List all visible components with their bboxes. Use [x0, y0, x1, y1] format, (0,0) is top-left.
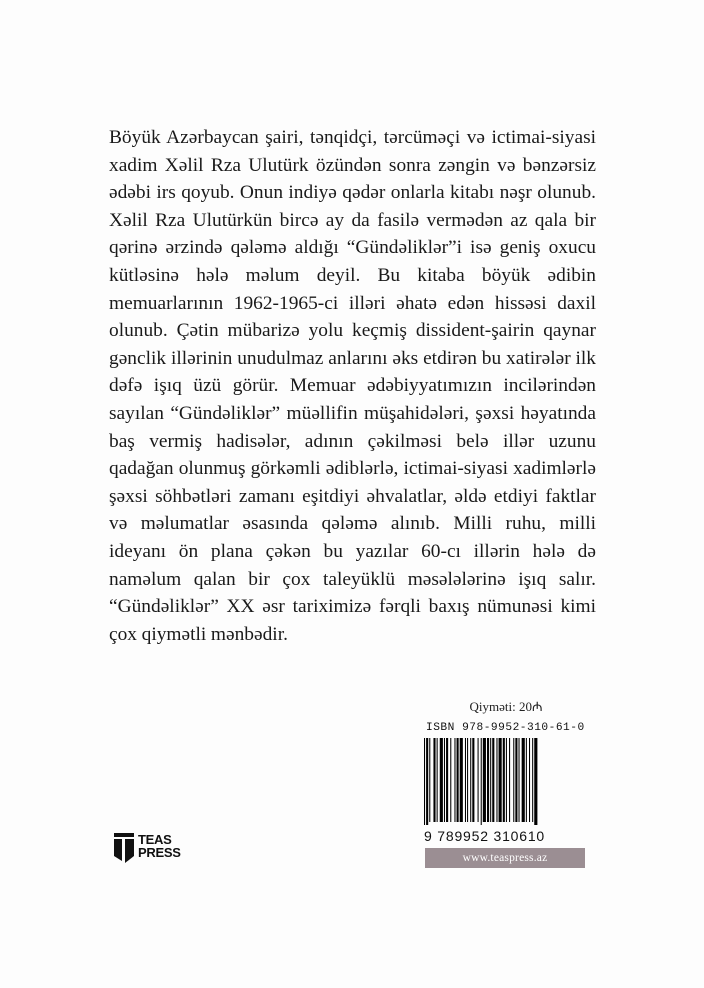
- barcode-bar: [509, 738, 510, 822]
- publisher-name: [138, 833, 181, 859]
- barcode-bar: [506, 738, 507, 822]
- barcode-bar: [496, 738, 497, 822]
- barcode-bar: [483, 738, 486, 822]
- barcode-bar: [440, 738, 443, 822]
- cover-blurb: Böyük Azərbaycan şairi, tənqidçi, tərcüməçi və ictimai-siyasi xadim Xəlil Rza Ulutürk özündən sonra zəngin və bənzərsiz ədəbi irs qoyub. Onun indiyə qədər onlarla kitabı nəşr olunub. Xəlil Rza Ulutürkün bircə ay da fasilə vermədən az qala bir qərinə ərzində qələmə aldığı “Gündəliklər”i isə geniş oxucu kütləsinə hələ məlum deyil. Bu kitaba böyük ədibin memuarlarının 1962-1965-ci illəri əhatə edən hissəsi daxil olunub. Çətin mübarizə yolu keçmiş dissident-şairin qaynar gənclik illərinin unudulmaz anlarını əks etdirən bu xatirələr ilk dəfə işıq üzü görür. Memuar ədəbiyyatımızın incilərindən sayılan “Gündəliklər” müəllifin müşahidələri, şəxsi həyatında baş vermiş hadisələr, adının çəkilməsi belə illər uzunu qadağan olunmuş görkəmli ədiblərlə, ictimai-siyasi xadimlərlə şəxsi söhbətləri zamanı eşitdiyi əhvalatlar, əldə etdiyi faktlar və məlumatlar əsasında qələmə alınıb. Milli ruhu, milli ideyanı ön plana çəkən bu yazılar 60-cı illərin hələ də naməlum qalan bir çox taleyüklü məsələlərinə işıq salır. “Gündəliklər” XX əsr tariximizə fərqli baxış nümunəsi kimi çox qiymətli mənbədir.: [109, 127, 596, 645]
- price-label: Qiyməti: 20₼: [469, 699, 543, 714]
- barcode-bar: [467, 738, 468, 822]
- barcode-bar: [503, 738, 505, 822]
- barcode-bar: [437, 738, 438, 822]
- barcode-bar: [499, 738, 502, 822]
- barcode-digits: 9 789952 310610: [424, 828, 545, 844]
- barcode-bar: [450, 738, 451, 822]
- barcode-bar: [515, 738, 517, 822]
- barcode-bar: [492, 738, 494, 822]
- barcode-bar: [529, 738, 530, 822]
- isbn-label: ISBN 978-9952-310-61-0: [426, 722, 585, 734]
- barcode-bar: [433, 738, 435, 822]
- publisher-name-line2: PRESS: [138, 845, 181, 860]
- barcode-bar: [457, 738, 459, 822]
- barcode-bar: [465, 738, 466, 822]
- barcode-bar: [426, 738, 428, 825]
- barcode-bar: [470, 738, 471, 822]
- publisher-name-line1: TEAS: [138, 832, 172, 847]
- barcode-bar: [444, 738, 445, 822]
- barcode-bar: [532, 738, 533, 822]
- barcode-bar: [490, 738, 491, 822]
- isbn-barcode: [424, 738, 588, 825]
- barcode-bar: [454, 738, 455, 822]
- website-bar: [425, 848, 585, 868]
- barcode-bar: [429, 738, 430, 822]
- publisher-logo: [113, 830, 203, 864]
- barcode-bar: [519, 738, 520, 822]
- barcode-bar: [460, 738, 463, 822]
- website-link[interactable]: www.teaspress.az: [462, 852, 548, 864]
- barcode-bar: [522, 738, 525, 822]
- barcode-bar: [424, 738, 425, 825]
- book-shield-icon: [113, 830, 135, 864]
- barcode-bar: [513, 738, 514, 822]
- barcode-bar: [478, 738, 479, 822]
- barcode-bar: [487, 738, 489, 822]
- barcode-bar: [534, 738, 537, 825]
- barcode-bar: [472, 738, 474, 822]
- barcode-bar: [446, 738, 448, 822]
- barcode-bar: [526, 738, 527, 822]
- barcode-bar: [481, 738, 482, 825]
